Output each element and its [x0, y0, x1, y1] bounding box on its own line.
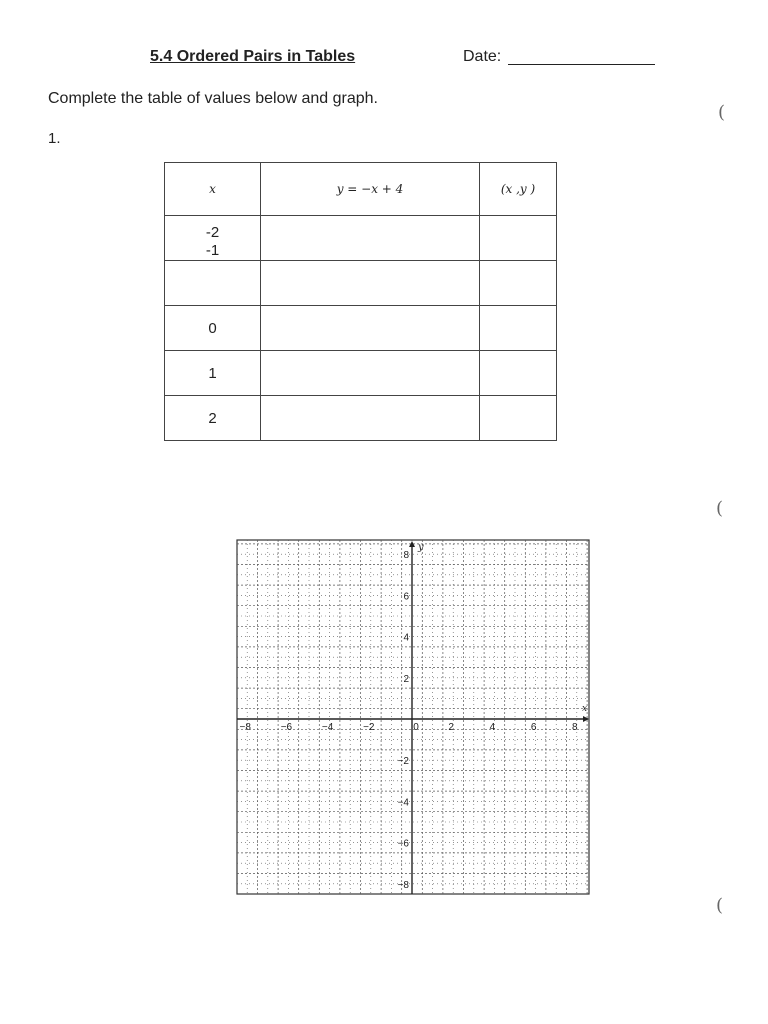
x-axis-arrow	[583, 716, 589, 722]
y-value-cell[interactable]	[261, 261, 480, 306]
margin-mark: (	[716, 895, 724, 916]
table-row	[165, 351, 557, 396]
grid-frame	[237, 540, 589, 894]
ordered-pair-cell[interactable]	[480, 261, 557, 306]
x-axis-label: x	[582, 704, 588, 714]
worksheet-title: 5.4 Ordered Pairs in Tables	[150, 48, 356, 65]
y-axis-label: y	[418, 542, 424, 553]
y-tick-label: 8	[403, 550, 409, 562]
y-value-cell[interactable]	[261, 306, 480, 351]
x-value-cell: 0	[165, 306, 261, 351]
y-tick-label: −8	[397, 879, 409, 891]
y-tick-label: 4	[403, 632, 409, 644]
coordinate-grid[interactable]	[236, 539, 590, 900]
x-tick-label: −4	[321, 722, 334, 733]
table-row	[165, 306, 557, 351]
x-value-cell: 2	[165, 396, 261, 441]
y-value-cell[interactable]	[261, 396, 480, 441]
table-header-row	[165, 163, 557, 216]
ordered-pair-cell[interactable]	[480, 216, 557, 261]
y-tick-label: −4	[397, 797, 409, 809]
x-tick-label: 4	[489, 722, 496, 733]
header-ordered-pair: (x ,y )	[480, 163, 557, 216]
margin-mark: (	[716, 498, 724, 519]
x-value-cell	[165, 216, 261, 261]
x-tick-label: −6	[280, 722, 293, 733]
x-tick-label: 2	[448, 722, 454, 733]
table-of-values	[164, 162, 557, 441]
x-tick-label: −2	[363, 722, 375, 733]
x-value: -2	[205, 224, 220, 241]
x-value: -1	[205, 242, 220, 259]
x-tick-label: 6	[530, 722, 537, 733]
date-blank-line[interactable]	[508, 64, 655, 65]
x-value-cell	[165, 261, 261, 306]
ordered-pair-cell[interactable]	[480, 396, 557, 441]
ordered-pair-cell[interactable]	[480, 306, 557, 351]
y-tick-label: −6	[397, 838, 409, 850]
coordinate-plane[interactable]	[236, 539, 590, 895]
y-tick-label: 6	[403, 591, 409, 603]
x-tick-label: 0	[413, 722, 419, 733]
x-value-cell: 1	[165, 351, 261, 396]
instructions-text: Complete the table of values below and graph.	[48, 90, 378, 107]
y-tick-label: −2	[397, 756, 409, 768]
problem-number: 1.	[48, 130, 61, 147]
table-row	[165, 261, 557, 306]
x-tick-label: −8	[239, 722, 251, 733]
date-label: Date:	[463, 48, 502, 65]
y-tick-label: 2	[403, 673, 409, 685]
ordered-pair-cell[interactable]	[480, 351, 557, 396]
table-row	[165, 396, 557, 441]
table-row	[165, 216, 557, 261]
x-tick-label: 8	[572, 722, 578, 733]
y-value-cell[interactable]	[261, 216, 480, 261]
margin-mark: (	[718, 102, 726, 123]
y-value-cell[interactable]	[261, 351, 480, 396]
header-x: x	[165, 163, 261, 216]
header-equation: y = −x + 4	[261, 163, 480, 216]
